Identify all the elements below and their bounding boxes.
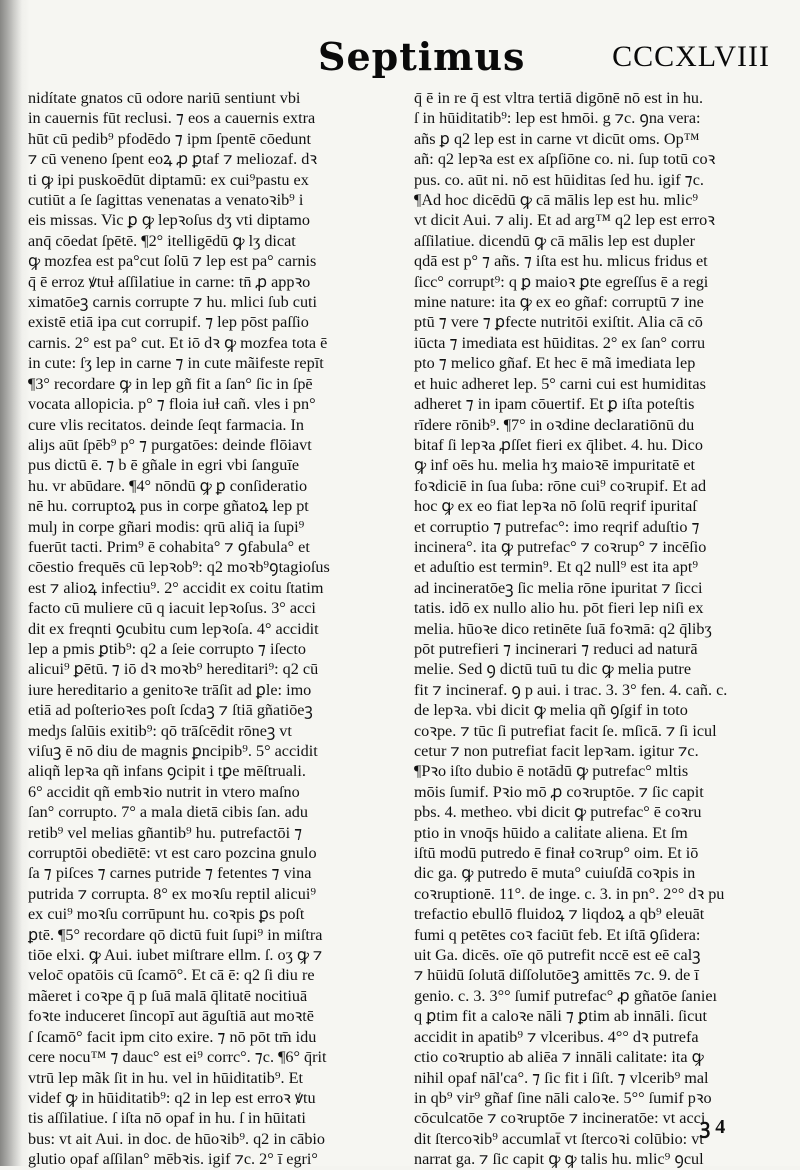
text-line: vocata allopicia. p° ⁊ floia iuɫ cañ. vles i pn° (28, 395, 316, 414)
text-line: lep a pmis ꝑtib⁹: q2 a ſeie corrupto ⁊ iſecto (28, 639, 306, 658)
text-line: iure hereditario a genitoꝛe trāſit ad ꝑle: imo (28, 680, 312, 699)
text-line: cōestio frequēs cū lepꝛob⁹: q2 moꝛb⁹ꝯtagioſus (28, 558, 330, 577)
text-line: hu. vr abūdare. ¶4° nōndū ꝙ ꝑ conſideratio (28, 476, 308, 495)
text-line: glutio opaf aſſilan° mēbꝛis. igif ⁊c. 2° ī egri° (28, 1150, 318, 1169)
text-line: ſa ⁊ piſces ⁊ carnes putride ⁊ fetentes ⁊ vina (28, 864, 312, 883)
text-line: incinera°. ita ꝙ putrefac° ⁊ coꝛrup° ⁊ incēſio (414, 537, 707, 556)
text-line: añs ꝑ q2 lep est in carne vt dicūt oms. Op™ (414, 129, 700, 148)
text-line: cutiūt a ſe ſagittas venenatas a venatoꝛib⁹ i (28, 191, 304, 210)
text-line: tatis. idō ex nullo alio hu. pōt fieri lep niſi ex (414, 599, 704, 618)
text-line: melie. Sed ꝯ dictū tuū tu dic ꝙ melia putre (414, 660, 691, 679)
text-line: facto cū muliere cū q iacuit lepꝛoſus. 3° acci (28, 599, 316, 618)
text-line: ¶3° recordare ꝙ in lep gñ fit a ſan° ſic in ſpē (28, 374, 313, 393)
text-line: coꝛpe. ⁊ tūc ſi putrefiat facit ſe. mſicā. ⁊ ſi icul (414, 721, 717, 740)
text-line: ſicc° corrupt⁹: q ꝑ maioꝛ ꝑte egreſſus ē a regi (414, 272, 709, 291)
text-line: trefactio ebullō fluidoꝝ ⁊ liqdoꝝ a qb⁹ eleuāt (414, 905, 705, 924)
text-line: hūt cū pedib⁹ pfodēdo ⁊ ipm ſpentē cōedunt (28, 129, 311, 148)
text-line: retib⁹ vel melias gñantib⁹ hu. putrefactōi ⁊ (28, 823, 303, 842)
text-line: rīdere rōnib⁹. ¶7° in oꝛdine declaratiōnū du (414, 415, 695, 434)
text-line: nihil opaf nāl'ca°. ⁊ ſic fit i ſiſt. ⁊ vlcerib⁹ mal (414, 1068, 709, 1087)
text-line: fumi q petētes coꝛ faciūt feb. Et iſtā ꝯſidera: (414, 925, 701, 944)
text-line: putrida ⁊ corrupta. 8° ex moꝛſu reptil alicui⁹ (28, 884, 316, 903)
text-line: alicui⁹ ꝑētū. ⁊ iō dꝛ moꝛb⁹ hereditari⁹: q2 cū (28, 660, 319, 679)
text-line: ti ꝙ ipi puskoēdūt diptamū: ex cui⁹pastu ex (28, 170, 309, 189)
text-line: anq̄ cōedat ſpētē. ¶2° itelligēdū ꝙ lʒ dicat (28, 231, 296, 250)
text-line: etiā ad poſterioꝛes poſt ſcdaꝫ ⁊ ſtiā gñatiōeꝫ (28, 701, 313, 720)
text-line: veloc̄ opatōis cū ſcamō°. Et cā ē: q2 ſi diu re (28, 966, 315, 985)
text-line: 6° accidit qñ embꝛio nutrit in vtero maſno (28, 782, 300, 801)
text-line: ptū ⁊ vere ⁊ ꝑfecte nutritōi exiſtit. Alia cā cō (414, 313, 703, 332)
text-line: coꝛruptionē. 11°. de inge. c. 3. in pn°. 2°° dꝛ pu (414, 884, 725, 903)
text-line: iūcta ⁊ imediata est hūiditas. 2° ex ſan° corru (414, 333, 706, 352)
text-line: pto ⁊ melico gñaf. Et hec ē mã imediata lep (414, 354, 696, 373)
binding-gutter (0, 0, 22, 1166)
page-header (300, 30, 770, 90)
text-line: mine nature: ita ꝙ ex eo gñaf: corruptū ⁊ ine (414, 293, 704, 312)
text-line: nē hu. corruptoꝝ pus in corpe gñatoꝝ lep pt (28, 497, 309, 516)
text-line: qdā est p° ⁊ añs. ⁊ iſta est hu. mlicus fridus et (414, 252, 708, 271)
text-line: q̄ ē in re q̄ est vltra tertiā digōnē nō est in hu. (414, 89, 704, 107)
text-line: de lepꝛa. vbi dicit ꝙ melia qñ ꝯſgif in toto (414, 701, 688, 720)
text-line: mulȷ in corpe gñari modis: qrū aliq̄ ia ſupi⁹ (28, 517, 305, 536)
text-line: et huic adheret lep. 5° carni cui est humiditas (414, 374, 706, 393)
text-line: mãeret i coꝛpe q̄ p ſuā malā q̄litatē nocitiuā (28, 986, 308, 1005)
text-line: viſuꝫ ē nō diu de magnis ꝑncipib⁹. 5° accidit (28, 742, 318, 760)
text-line: cure vlis recitatos. deinde ſeqt farmacia. In (28, 415, 304, 434)
text-line: in cauernis fūt reclusi. ⁊ eos a cauernis extra (28, 109, 316, 128)
text-line: uit Ga. dicēs. oīe qō putrefit nccē est eē calꝫ (414, 946, 701, 965)
text-line: cōculcatōe ⁊ coꝛruptōe ⁊ incineratōe: vt acci (414, 1109, 706, 1128)
text-line: melia. hūoꝛe dico retinēte ſuā foꝛmā: q2 q̄libʒ (414, 619, 712, 638)
running-title: Septimus (318, 34, 526, 79)
text-line: ſ ſcamō° facit ipm cito exire. ⁊ nō pōt tm̄ idu (28, 1027, 317, 1046)
text-line: et corruptio ⁊ putrefac°: imo reqrif aduſtio ⁊ (414, 517, 700, 536)
text-line: dit ſtercoꝛib⁹ accumlat̄ vt ſtercoꝛi colūbio: vt (414, 1129, 704, 1148)
text-line: ex cui⁹ moꝛſu corrūpunt hu. coꝛpis ꝑs poſt (28, 905, 305, 924)
text-line: ⁊ cū veneno ſpent eoꝝ ꝓ ꝑtaf ⁊ meliozaf. dꝛ (28, 150, 317, 169)
text-line: vt dicit Aui. ⁊ aliȷ. Et ad arg™ q2 lep est erroꝛ (414, 211, 715, 230)
text-line: iſtū modū putredo ē finaɫ coꝛrup° oim. Et iō (414, 844, 699, 863)
folio-number: CCCXLVIII (612, 40, 770, 73)
text-line: q ꝑtim fit a caloꝛe nāli ⁊ ꝑtim ab innāli. ſicut (414, 1007, 707, 1026)
text-line: narrat ga. ⁊ ſic capit ꝙ ꝙ talis hu. mlic⁹ ꝯcul (414, 1150, 704, 1169)
left-text-column (28, 88, 390, 1169)
text-line: pbs. 4. metheo. vbi dicit ꝙ putrefac° ē coꝛru (414, 803, 702, 822)
text-line: tis aſſilatiue. ſ iſta nō opaf in hu. ſ in hūitati (28, 1109, 306, 1128)
text-line: et aduſtio est termin⁹. Et q2 null⁹ est ita apt⁹ (414, 558, 698, 577)
text-line: ꝙ inf oēs hu. melia hʒ maioꝛē impuritatē et (414, 456, 695, 475)
text-line: mōis ſumif. Pꝛio mō ꝓ coꝛruptōe. ⁊ ſic capit (414, 782, 704, 801)
text-line: existē etiā ipa cut corrupif. ⁊ lep pōst paſſio (28, 313, 309, 332)
text-line: genio. c. 3. 3°° ſumif putrefac° ꝓ gñatōe ſanieı (414, 986, 718, 1005)
text-line: tiōe elxi. ꝙ Aui. iubet miſtrare ellm. ſ. oʒ ꝙ ⁊ (28, 946, 323, 965)
text-line: ad incineratōeꝫ ſic melia rōne ipuritat ⁊ ſicci (414, 578, 703, 597)
text-line: ⁊ hūidū ſolutā diſſolutōeꝫ amittēs ⁊c. 9. de ī (414, 966, 699, 985)
text-line: ſ in hūiditatib⁹: lep est hmōi. g ⁊c. ꝯna vera: (414, 109, 701, 128)
text-line: aſſilatiue. dicendū ꝙ cā mālis lep est dupler (414, 231, 695, 250)
text-line: cere nocu™ ⁊ dauc° est ei⁹ corrc°. ⁊c. ¶6° q̄rit (28, 1048, 327, 1067)
text-line: fuerūt tacti. Prim⁹ ē cohabita° ⁊ ꝯfabula° et (28, 537, 310, 556)
signature-mark: ꝫ 4 (700, 1116, 726, 1138)
text-line: ximatōeꝫ carnis corrupte ⁊ hu. mlici ſub cuti (28, 293, 318, 312)
text-line: videf ꝙ in hūiditatib⁹: q2 in lep est erroꝛ ꝟtu (28, 1088, 316, 1107)
text-line: foꝛdiciē in ſua ſuba: rōne cui⁹ coꝛrupif. Et ad (414, 476, 707, 495)
text-line: bitaf ſi lepꝛa ꝓſſet fieri ex q̄libet. 4. hu. Dico (414, 435, 703, 454)
text-line: bus: vt ait Aui. in doc. de hūoꝛib⁹. q2 in cābio (28, 1129, 326, 1148)
text-line: aliȷs aūt ſpēb⁹ p° ⁊ purgatōes: deinde flōiavt (28, 435, 312, 454)
text-line: in cute: ſʒ lep in carne ⁊ in cute mãifeste repīt (28, 354, 324, 373)
text-line: dit ex freqnti ꝯcubitu cum lepꝛoſa. 4° accidit (28, 619, 319, 638)
text-line: pus. co. aūt ni. nō est hūiditas ſed hu. igif ⁊c. (414, 170, 704, 189)
text-line: q̄ ē erroz ꝟtuɫ aſſilatiue in carne: tn̄ ꝓ appꝛo (28, 272, 311, 291)
text-line: ptio in vnoq̄s hūido a caliṫate aliena. Et ſm (414, 823, 688, 842)
text-line: carnis. 2° est pa° cut. Et iō dꝛ ꝙ mozfea tota ē (28, 333, 328, 352)
text-line: est ⁊ alioꝝ infectiu⁹. 2° accidit ex coitu ſtatim (28, 578, 324, 597)
text-line: añ: q2 lepꝛa est ex aſpſiōne co. ni. ſup totū coꝛ (414, 150, 716, 169)
text-line: pōt putrefieri ⁊ incinerari ⁊ reduci ad naturā (414, 639, 698, 658)
text-line: ¶Pꝛo iſto dubio ē notādū ꝙ putrefac° mltis (414, 762, 689, 781)
text-line: nidítate gnatos cū odore nariū sentiunt vbi (28, 89, 301, 107)
text-line: ſan° corrupto. 7° a mala dietā cibis ſan. adu (28, 803, 308, 822)
text-line: corruptōi obediētē: vt est caro pozcina gnulo (28, 844, 317, 863)
text-line: fit ⁊ incineraf. ꝯ p aui. i trac. 3. 3° fen. 4. cañ. c. (414, 680, 728, 699)
text-line: in qb⁹ vir⁹ gñaf ſine nāli caloꝛe. 5°° ſumif pꝛo (414, 1088, 712, 1107)
text-line: aliqñ lepꝛa qñ infans ꝯcipit i tꝑe mēſtruali. (28, 762, 306, 781)
text-line: adheret ⁊ in ipam cōuertif. Et ꝑ iſta poteſtis (414, 395, 695, 414)
text-line: ctio coꝛruptio ab aliēa ⁊ innāli calitate: ita ꝙ (414, 1048, 704, 1067)
text-line: accidit in apatib⁹ ⁊ vlceribus. 4°° dꝛ putrefa (414, 1027, 699, 1046)
text-line: ꝑtē. ¶5° recordare qō dictū fuit ſupi⁹ in miſtra (28, 925, 323, 944)
text-line: vtrū lep mãk ſit in hu. vel in hūiditatib⁹. Et (28, 1068, 303, 1087)
text-line: foꝛte induceret ſincopī aut āguſtiā aut moꝛtē (28, 1007, 314, 1026)
text-line: eis missas. Vic ꝑ ꝙ lepꝛoſus dʒ vti diptamo (28, 211, 310, 230)
text-line: ꝙ mozfea est pa°cut ſolū ⁊ lep est pa° carnis (28, 252, 317, 271)
text-line: hoc ꝙ ex eo fiat lepꝛa nō ſolū reqrif ipuritaſ (414, 497, 697, 516)
text-line: pus dictū ē. ⁊ b ē gñale in egri vbi ſanguīe (28, 456, 300, 475)
text-line: cetur ⁊ non putrefiat facit lepꝛam. igitur ⁊c. (414, 742, 699, 760)
text-line: ¶Ad hoc dicēdū ꝙ cā mālis lep est hu. mlic⁹ (414, 191, 699, 210)
text-line: dic ga. ꝙ putredo ē muta° cuiuſdā coꝛpis in (414, 864, 696, 883)
text-line: medȷs ſalūis exitib⁹: qō trāſcēdit rōneꝫ vt (28, 721, 292, 740)
